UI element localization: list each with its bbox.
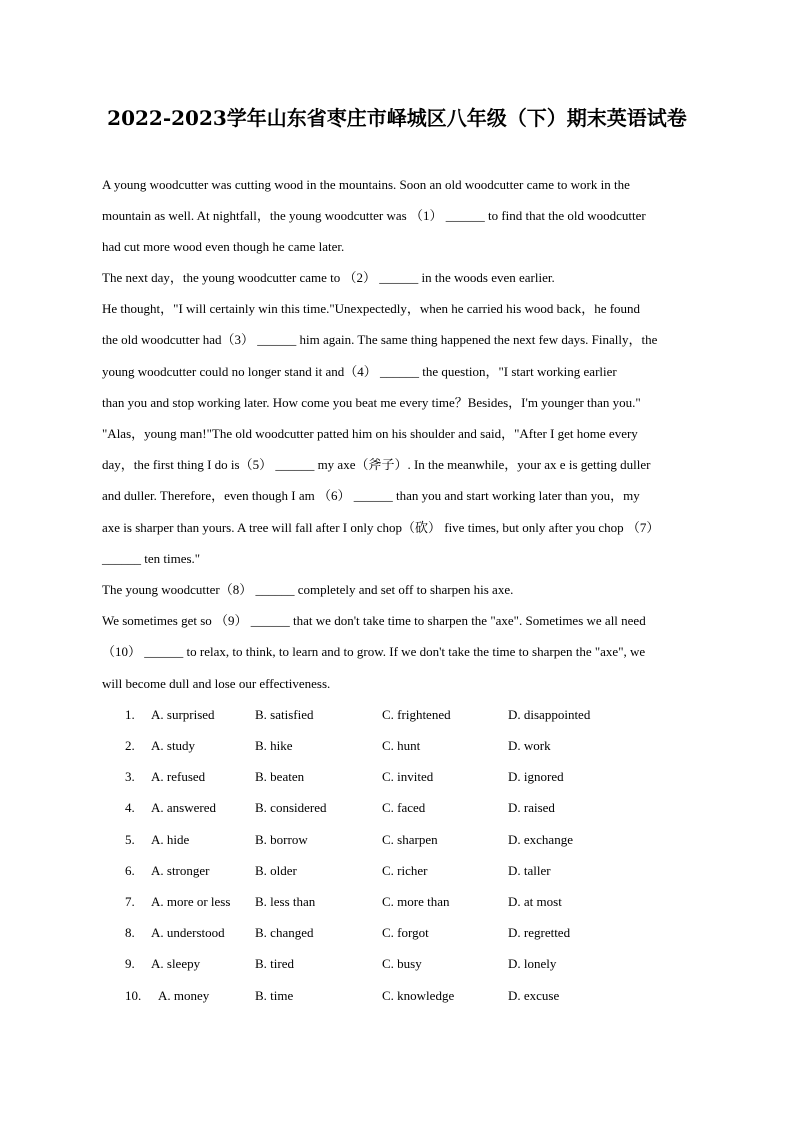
passage-line: The young woodcutter（8） ______ completely and set off to sharpen his axe. bbox=[102, 582, 514, 597]
option-d: D. ignored bbox=[508, 769, 564, 784]
question-number: 1. bbox=[125, 707, 135, 722]
option-d: D. at most bbox=[508, 894, 562, 909]
option-a: A. surprised bbox=[151, 707, 215, 722]
page-title: 2022-2023学年山东省枣庄市峄城区八年级（下）期末英语试卷 bbox=[107, 106, 687, 130]
question-number: 4. bbox=[125, 800, 135, 815]
option-c: C. more than bbox=[382, 894, 450, 909]
option-c: C. busy bbox=[382, 956, 422, 971]
option-b: B. beaten bbox=[255, 769, 305, 784]
passage-line: We sometimes get so （9） ______ that we don't take time to sharpen the "axe". Sometimes we all need bbox=[102, 613, 646, 628]
option-a: A. study bbox=[151, 738, 196, 753]
option-b: B. time bbox=[255, 988, 294, 1003]
option-d: D. lonely bbox=[508, 956, 557, 971]
option-b: B. hike bbox=[255, 738, 293, 753]
passage-line: mountain as well. At nightfall，the young woodcutter was （1） ______ to find that the old woodcutter bbox=[102, 208, 646, 223]
option-d: D. taller bbox=[508, 863, 551, 878]
option-b: B. satisfied bbox=[255, 707, 314, 722]
option-c: C. hunt bbox=[382, 738, 421, 753]
question-number: 9. bbox=[125, 956, 135, 971]
option-a: A. refused bbox=[151, 769, 206, 784]
option-c: C. frightened bbox=[382, 707, 451, 722]
passage-line: day，the first thing I do is（5） ______ my axe（斧子）. In the meanwhile，your ax e is getting duller bbox=[102, 457, 651, 472]
option-b: B. less than bbox=[255, 894, 316, 909]
option-a: A. answered bbox=[151, 800, 216, 815]
passage-line: young woodcutter could no longer stand it and（4） ______ the question，"I start working earlier bbox=[102, 364, 617, 379]
passage-line: had cut more wood even though he came later. bbox=[102, 239, 345, 254]
option-a: A. sleepy bbox=[151, 956, 201, 971]
passage-line: （10） ______ to relax, to think, to learn and to grow. If we don't take the time to sharpen the "axe", we bbox=[102, 644, 646, 659]
option-b: B. changed bbox=[255, 925, 314, 940]
option-a: A. understood bbox=[151, 925, 225, 940]
option-d: D. raised bbox=[508, 800, 555, 815]
option-a: A. hide bbox=[151, 832, 190, 847]
passage-line: A young woodcutter was cutting wood in the mountains. Soon an old woodcutter came to work in the bbox=[102, 177, 630, 192]
question-number: 8. bbox=[125, 925, 135, 940]
option-c: C. forgot bbox=[382, 925, 429, 940]
option-c: C. faced bbox=[382, 800, 426, 815]
question-number: 2. bbox=[125, 738, 135, 753]
option-b: B. older bbox=[255, 863, 297, 878]
passage-line: ______ ten times." bbox=[102, 551, 201, 566]
option-c: C. knowledge bbox=[382, 988, 455, 1003]
question-number: 6. bbox=[125, 863, 135, 878]
question-number: 10. bbox=[125, 988, 142, 1003]
passage-line: "Alas，young man!"The old woodcutter patted him on his shoulder and said，"After I get home every bbox=[102, 426, 638, 441]
option-d: D. exchange bbox=[508, 832, 573, 847]
passage-line: than you and stop working later. How come you beat me every time？Besides，I'm younger than you." bbox=[102, 395, 641, 410]
option-b: B. considered bbox=[255, 800, 327, 815]
option-c: C. invited bbox=[382, 769, 434, 784]
question-number: 5. bbox=[125, 832, 135, 847]
option-d: D. disappointed bbox=[508, 707, 591, 722]
passage-line: and duller. Therefore，even though I am （6） ______ than you and start working later than you，my bbox=[102, 488, 640, 503]
question-number: 7. bbox=[125, 894, 135, 909]
passage-line: the old woodcutter had（3） ______ him again. The same thing happened the next few days. Finally，the bbox=[102, 332, 658, 347]
option-b: B. tired bbox=[255, 956, 294, 971]
passage-line: axe is sharper than yours. A tree will fall after I only chop（砍） five times, but only after you chop （7） bbox=[102, 520, 660, 535]
option-b: B. borrow bbox=[255, 832, 308, 847]
option-d: D. work bbox=[508, 738, 551, 753]
option-d: D. regretted bbox=[508, 925, 571, 940]
option-d: D. excuse bbox=[508, 988, 560, 1003]
passage-line: The next day，the young woodcutter came to （2） ______ in the woods even earlier. bbox=[102, 270, 555, 285]
option-c: C. richer bbox=[382, 863, 428, 878]
option-c: C. sharpen bbox=[382, 832, 438, 847]
passage-line: He thought，"I will certainly win this time."Unexpectedly，when he carried his wood back，he found bbox=[102, 301, 641, 316]
passage-line: will become dull and lose our effectiveness. bbox=[102, 676, 331, 691]
option-a: A. money bbox=[158, 988, 210, 1003]
option-a: A. stronger bbox=[151, 863, 210, 878]
question-number: 3. bbox=[125, 769, 135, 784]
option-a: A. more or less bbox=[151, 894, 231, 909]
